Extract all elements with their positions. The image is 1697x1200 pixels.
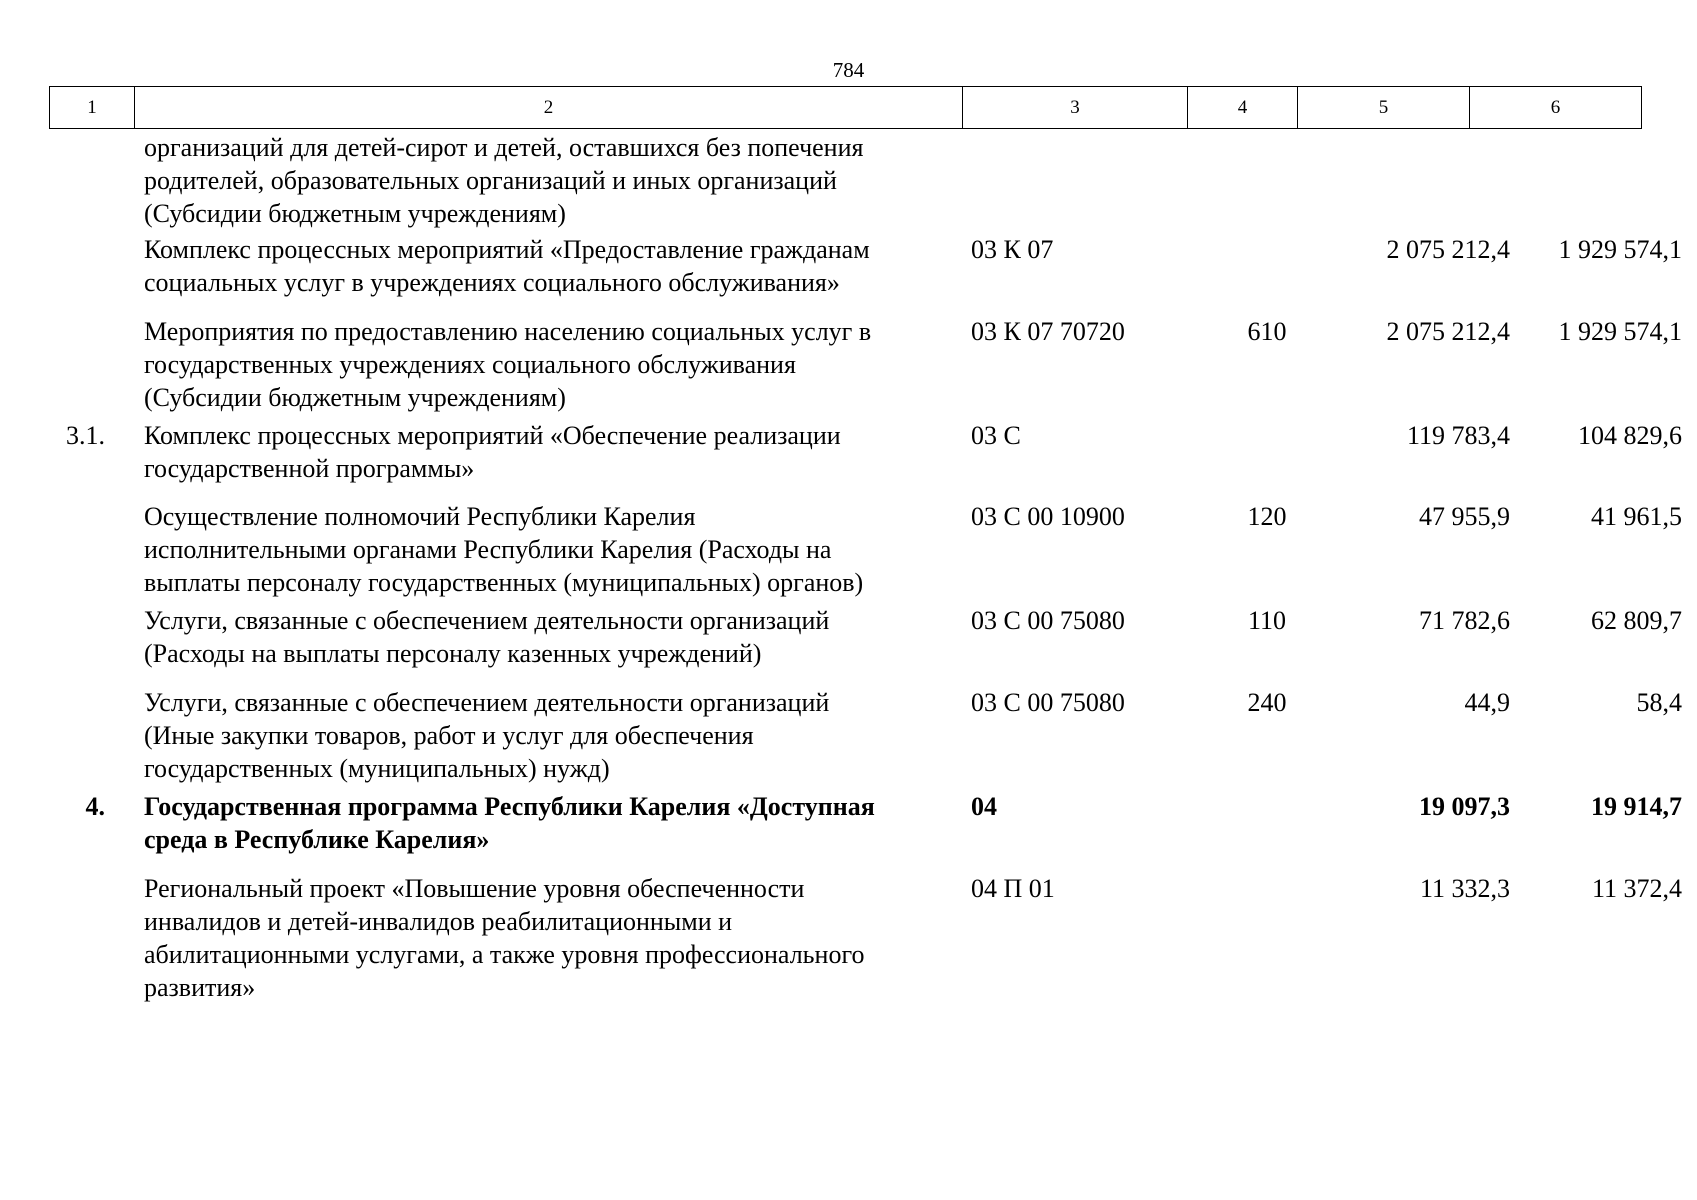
amount-column-6: 11 372,4 bbox=[1591, 874, 1682, 903]
description-line: государственных (муниципальных) нужд) bbox=[144, 754, 610, 783]
description-line: развития» bbox=[144, 973, 256, 1002]
description-line: Услуги, связанные с обеспечением деятельности организаций bbox=[144, 688, 830, 717]
target-article-code: 04 bbox=[971, 792, 997, 821]
description-line: выплаты персоналу государственных (муниципальных) органов) bbox=[144, 568, 864, 597]
target-article-code: 04 П 01 bbox=[971, 874, 1055, 903]
column-header-2: 2 bbox=[135, 87, 963, 129]
description-line: Комплекс процессных мероприятий «Предоставление гражданам bbox=[144, 235, 870, 264]
column-header-3: 3 bbox=[963, 87, 1188, 129]
description-line: Услуги, связанные с обеспечением деятельности организаций bbox=[144, 606, 830, 635]
description-line: (Расходы на выплаты персоналу казенных учреждений) bbox=[144, 639, 762, 668]
budget-table-body bbox=[49, 131, 1682, 1171]
target-article-code: 03 С bbox=[971, 421, 1021, 450]
expense-type-code: 110 bbox=[1247, 606, 1287, 635]
amount-column-5: 44,9 bbox=[1464, 688, 1510, 717]
amount-column-5: 19 097,3 bbox=[1419, 792, 1510, 821]
description-line: социальных услуг в учреждениях социального обслуживания» bbox=[144, 268, 840, 297]
description-line: абилитационными услугами, а также уровня профессионального bbox=[144, 940, 865, 969]
amount-column-5: 2 075 212,4 bbox=[1386, 317, 1510, 346]
target-article-code: 03 К 07 bbox=[971, 235, 1054, 264]
row-description bbox=[144, 790, 1006, 856]
description-line: Комплекс процессных мероприятий «Обеспечение реализации bbox=[144, 421, 841, 450]
amount-column-5: 2 075 212,4 bbox=[1386, 235, 1510, 264]
column-header-table bbox=[49, 86, 1642, 129]
amount-column-6: 1 929 574,1 bbox=[1558, 235, 1682, 264]
row-description bbox=[144, 872, 1006, 1004]
description-line: государственных учреждениях социального обслуживания bbox=[144, 350, 796, 379]
amount-column-6: 41 961,5 bbox=[1591, 502, 1682, 531]
column-header-1: 1 bbox=[50, 87, 135, 129]
description-line: инвалидов и детей-инвалидов реабилитационными и bbox=[144, 907, 733, 936]
expense-type-code: 240 bbox=[1247, 688, 1287, 717]
amount-column-5: 119 783,4 bbox=[1406, 421, 1510, 450]
target-article-code: 03 С 00 75080 bbox=[971, 606, 1125, 635]
page-number: 784 bbox=[832, 58, 865, 82]
target-article-code: 03 К 07 70720 bbox=[971, 317, 1125, 346]
description-line: родителей, образовательных организаций и иных организаций bbox=[144, 166, 837, 195]
description-line: (Иные закупки товаров, работ и услуг для обеспечения bbox=[144, 721, 754, 750]
row-description bbox=[144, 500, 1006, 599]
target-article-code: 03 С 00 10900 bbox=[971, 502, 1125, 531]
amount-column-6: 1 929 574,1 bbox=[1558, 317, 1682, 346]
column-header-5: 5 bbox=[1298, 87, 1470, 129]
row-description bbox=[144, 686, 1006, 785]
amount-column-6: 19 914,7 bbox=[1591, 792, 1682, 821]
column-header-4: 4 bbox=[1188, 87, 1298, 129]
description-line: Государственная программа Республики Карелия «Доступная bbox=[144, 792, 875, 821]
expense-type-code: 610 bbox=[1247, 317, 1287, 346]
column-header-6: 6 bbox=[1470, 87, 1642, 129]
row-number: 4. bbox=[85, 792, 105, 821]
row-description bbox=[144, 131, 1006, 230]
column-header-row bbox=[50, 87, 1642, 129]
description-line: среда в Республике Карелия» bbox=[144, 825, 490, 854]
amount-column-6: 58,4 bbox=[1636, 688, 1682, 717]
row-number: 3.1. bbox=[66, 421, 105, 450]
amount-column-5: 71 782,6 bbox=[1419, 606, 1510, 635]
description-line: (Субсидии бюджетным учреждениям) bbox=[144, 199, 566, 228]
target-article-code: 03 С 00 75080 bbox=[971, 688, 1125, 717]
description-line: организаций для детей-сирот и детей, оставшихся без попечения bbox=[144, 133, 864, 162]
amount-column-6: 104 829,6 bbox=[1578, 421, 1682, 450]
amount-column-5: 47 955,9 bbox=[1419, 502, 1510, 531]
description-line: Региональный проект «Повышение уровня обеспеченности bbox=[144, 874, 805, 903]
description-line: (Субсидии бюджетным учреждениям) bbox=[144, 383, 566, 412]
row-description bbox=[144, 604, 1006, 670]
amount-column-5: 11 332,3 bbox=[1419, 874, 1510, 903]
row-description bbox=[144, 315, 1006, 414]
description-line: исполнительными органами Республики Карелия (Расходы на bbox=[144, 535, 832, 564]
row-description bbox=[144, 233, 1006, 299]
row-description bbox=[144, 419, 1006, 485]
expense-type-code: 120 bbox=[1247, 502, 1287, 531]
description-line: Мероприятия по предоставлению населению социальных услуг в bbox=[144, 317, 872, 346]
amount-column-6: 62 809,7 bbox=[1591, 606, 1682, 635]
description-line: государственной программы» bbox=[144, 454, 475, 483]
description-line: Осуществление полномочий Республики Карелия bbox=[144, 502, 696, 531]
